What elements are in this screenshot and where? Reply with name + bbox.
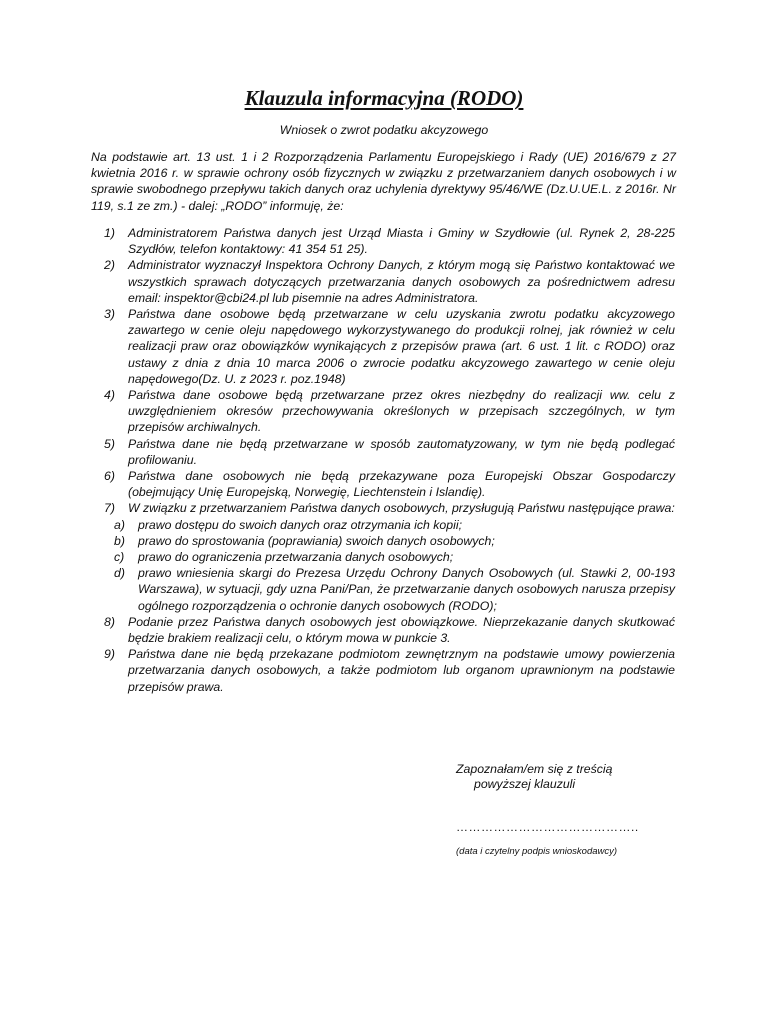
rights-item — [0, 549, 675, 565]
rights-item-text: prawo do ograniczenia przetwarzania danych osobowych; — [138, 550, 454, 565]
list-item — [0, 436, 675, 468]
list-item-text: Państwa dane osobowych nie będą przekazywane poza Europejski Obszar Gospodarczy (obejmujący Unię Europejską, Norwegię, Liechtenstein i Islandię). — [128, 469, 675, 500]
list-item-number: 1) — [104, 226, 115, 240]
rights-item-letter: a) — [114, 517, 125, 532]
list-item-number: 2) — [104, 258, 115, 273]
rights-item-text: prawo wniesienia skargi do Prezesa Urzędu Ochrony Danych Osobowych (ul. Stawki 2, 00-193 Warszawa), w sytuacji, gdy uzna Pani/Pan, że przetwarzanie danych osobowych narusza przepisy ogólnego rozporządzenia o ochronie danych osobowych (RODO); — [138, 566, 675, 613]
list-item-number: 3) — [104, 307, 115, 322]
list-item — [0, 500, 675, 516]
rights-item — [0, 517, 675, 533]
intro-paragraph: Na podstawie art. 13 ust. 1 i 2 Rozporządzenia Parlamentu Europejskiego i Rady (UE) 2016/679 z 27 kwietnia 2016 r. w sprawie ochrony osób fizycznych w związku z przetwarzaniem danych osobowych i w sprawie swobodnego przepływu takich danych oraz uchylenia dyrektywy 95/46/WE (Dz.U.UE.L. z 2016r. Nr 119, s.1 ze zm.) - dalej: „RODO” informuję, że: — [91, 150, 676, 213]
rights-item-letter: d) — [114, 566, 125, 581]
list-item-text: Państwa dane osobowe będą przetwarzane przez okres niezbędny do realizacji ww. celu z uwzględnieniem okresów przechowywania określonych w przepisach szczególnych, w tym przepisów archiwalnych. — [128, 388, 675, 435]
acknowledgement-line-2: powyższej klauzuli — [474, 777, 576, 791]
list-item-text: Państwa dane nie będą przekazane podmiotom zewnętrznym na podstawie umowy powierzenia przetwarzania danych osobowych, a także podmiotom lub organom uprawnionym na podstawie przepisów prawa. — [128, 647, 675, 694]
list-item-text: W związku z przetwarzaniem Państwa danych osobowych, przysługują Państwu następujące prawa: — [128, 501, 675, 516]
list-item-number: 4) — [104, 388, 115, 403]
rights-item — [0, 533, 675, 549]
list-item-number: 5) — [104, 436, 115, 451]
rights-item-text: prawo dostępu do swoich danych oraz otrzymania ich kopii; — [138, 517, 462, 532]
list-item — [0, 225, 675, 257]
list-item-number: 7) — [104, 501, 115, 516]
document-title: Klauzula informacyjna (RODO) — [244, 86, 524, 110]
list-item-text: Państwa dane osobowe będą przetwarzane w celu uzyskania zwrotu podatku akcyzowego zawartego w cenie oleju napędowego wykorzystywanego do produkcji rolnej, jak również w celu realizacji praw oraz obowiązków wynikających z przepisów prawa (art. 6 ust. 1 lit. c RODO) oraz ustawy z dnia z dnia 10 marca 2006 o zwrocie podatku akcyzowego zawartego w cenie oleju napędowego(Dz. U. z 2023 r. poz.1948) — [128, 307, 675, 386]
rights-item-text: prawo do sprostowania (poprawiania) swoich danych osobowych; — [138, 533, 495, 548]
list-item — [0, 257, 675, 306]
list-item — [0, 306, 675, 387]
acknowledgement-text — [456, 762, 613, 792]
clause-list — [0, 225, 768, 695]
signature-line: …………………………………….. — [456, 820, 639, 834]
list-item-text: Podanie przez Państwa danych osobowych jest obowiązkowe. Nieprzekazanie danych skutkować będzie brakiem realizacji celu, o którym mowa w punkcie 3. — [128, 614, 675, 646]
list-item-number: 6) — [104, 469, 115, 484]
signature-caption: (data i czytelny podpis wnioskodawcy) — [456, 846, 618, 857]
acknowledgement-line-1: Zapoznałam/em się z treścią — [456, 762, 613, 776]
list-item-text: Administratorem Państwa danych jest Urząd Miasta i Gminy w Szydłowie (ul. Rynek 2, 28-225 Szydłów, telefon kontaktowy: 41 354 51 25). — [128, 226, 675, 257]
list-item — [0, 614, 675, 646]
list-item-number: 8) — [104, 614, 115, 629]
list-item-text: Państwa dane nie będą przetwarzane w sposób zautomatyzowany, w tym nie będą podlegać profilowaniu. — [128, 436, 675, 467]
list-item — [0, 468, 675, 500]
rights-item-letter: c) — [114, 550, 125, 565]
list-item-text: Administrator wyznaczył Inspektora Ochrony Danych, z którym mogą się Państwo kontaktować we wszystkich sprawach dotyczących przetwarzania danych osobowych za pośrednictwem adresu email: inspektor@cbi24.pl lub pisemnie na adres Administratora. — [128, 258, 675, 305]
rights-item — [0, 565, 675, 614]
list-item — [0, 387, 675, 436]
list-item-number: 9) — [104, 647, 115, 662]
list-item — [0, 646, 675, 695]
document-subtitle: Wniosek o zwrot podatku akcyzowego — [279, 123, 489, 137]
rights-item-letter: b) — [114, 533, 125, 548]
